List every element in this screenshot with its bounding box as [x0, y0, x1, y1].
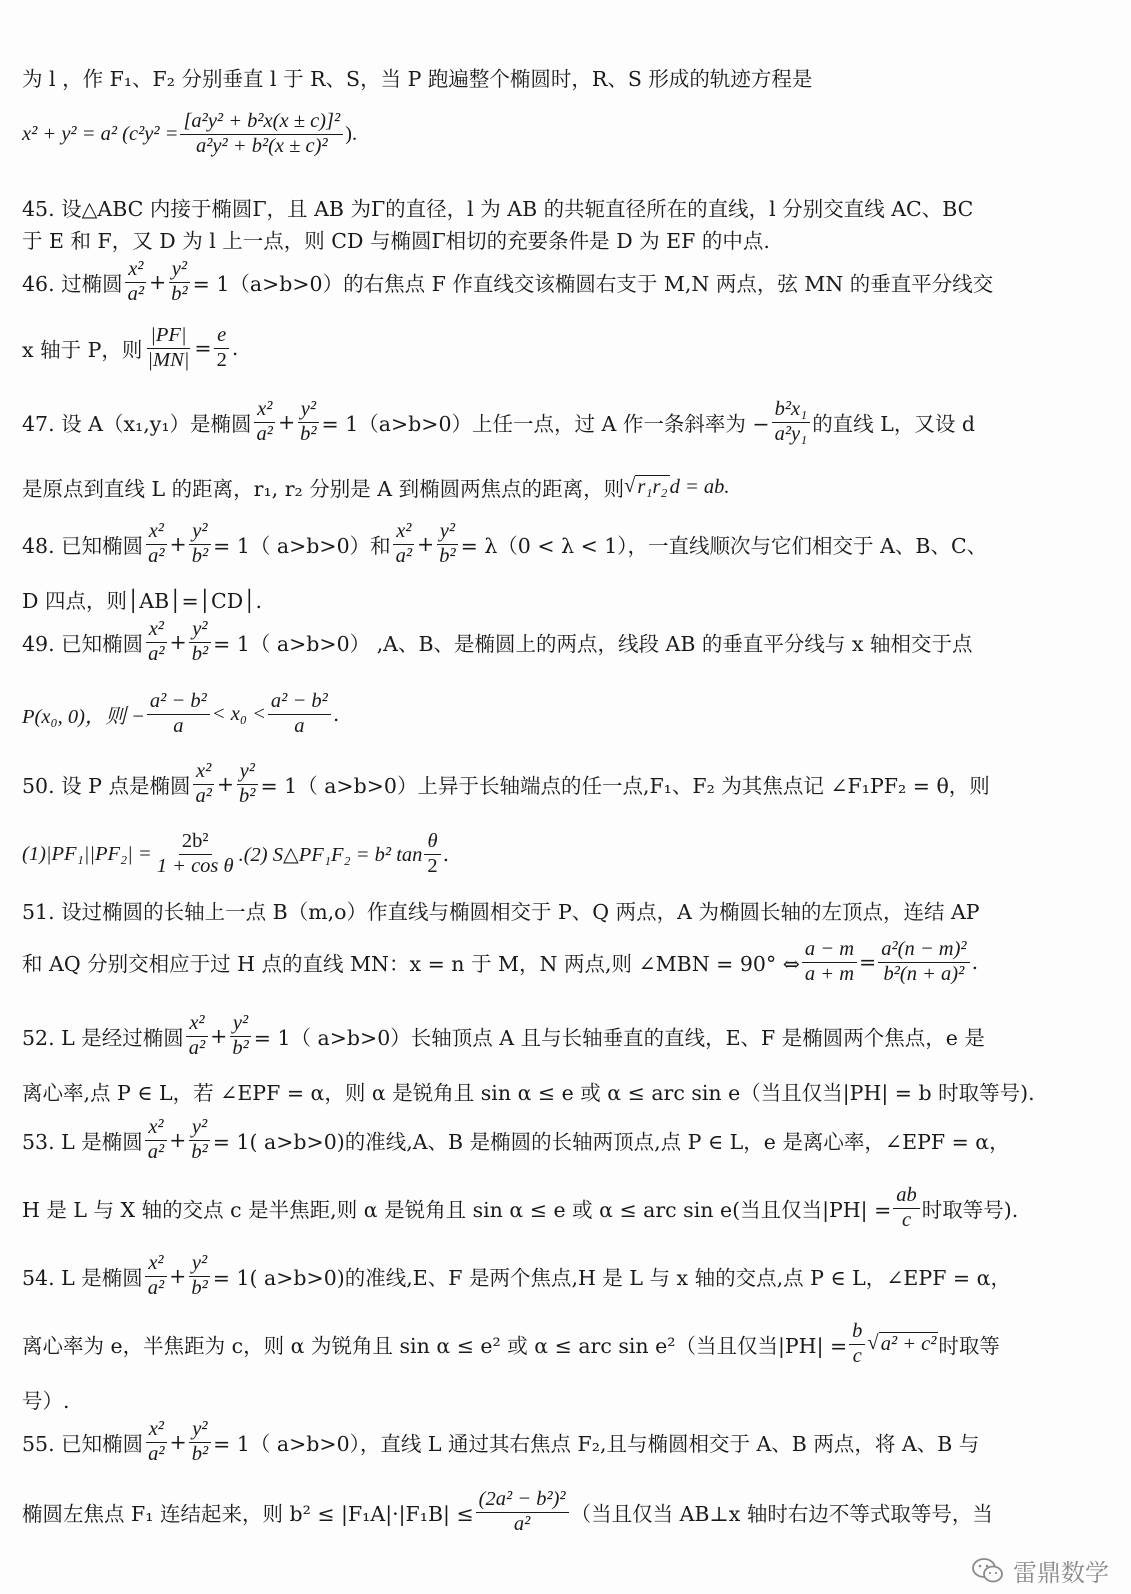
denominator: a²: [148, 1442, 165, 1465]
square-root: √ a² + c²: [867, 1332, 937, 1356]
denominator: a²: [147, 1140, 165, 1163]
denominator: b²: [239, 784, 256, 807]
text: +: [169, 1128, 187, 1153]
denominator: b²: [232, 1036, 249, 1059]
text: 55. 已知椭圆: [22, 1432, 144, 1457]
numerator: ab: [893, 1184, 920, 1209]
text: = 1( a>b>0)的准线,E、F 是两个焦点,H 是 L 与 x 轴的交点,点 P ∈ L，∠EPF = α，: [212, 1266, 1011, 1291]
numerator: y²: [189, 520, 210, 545]
denominator: a²: [395, 544, 413, 567]
text: 椭圆左焦点 F₁ 连结起来，则 b² ≤ |F₁A|·|F₁B| ≤: [22, 1502, 474, 1527]
fraction: [145, 1116, 167, 1164]
text-line: [22, 1076, 1035, 1106]
text-line: [22, 760, 990, 808]
numerator: a²(n − m)²: [878, 938, 969, 963]
denominator: 1 + cos θ: [156, 854, 234, 877]
text: .: [231, 336, 239, 361]
formula-text: (1)|PF₁||PF₂| =: [22, 842, 152, 865]
fraction: [297, 398, 319, 446]
fraction: [424, 830, 440, 878]
text-line: [22, 830, 449, 878]
text: +: [149, 270, 167, 295]
denominator: b²: [191, 1276, 208, 1299]
denominator: a²: [148, 642, 165, 665]
text-line: [22, 1418, 979, 1466]
text: 的直线 L，又设 d: [812, 412, 975, 437]
text: +: [169, 1430, 187, 1455]
fraction: [147, 690, 210, 738]
numerator: x²: [186, 1012, 207, 1037]
numerator: x²: [146, 618, 167, 643]
watermark-text: 雷鼎数学: [1013, 1559, 1109, 1587]
text: = 1（a>b>0）上任一点，过 A 作一条斜率为 −: [321, 412, 770, 437]
text-line: [22, 1320, 1000, 1368]
formula-text: d = ab.: [669, 475, 730, 498]
denominator: a²: [147, 1276, 165, 1299]
fraction: [145, 618, 167, 666]
text: H 是 L 与 X 轴的交点 c 是半焦距,则 α 是锐角且 sin α ≤ e 或 α ≤ arc sin e(当且仅当|PH| =: [22, 1198, 892, 1223]
fraction: [144, 324, 192, 372]
text-line: [22, 938, 978, 986]
text-line: [22, 398, 975, 446]
text: 离心率,点 P ∈ L，若 ∠EPF = α，则 α 是锐角且 sin α ≤ e 或 α ≤ arc sin e（当且仅当|PH| = b 时取等号).: [22, 1081, 1035, 1105]
numerator: y²: [189, 1418, 210, 1443]
denominator: 2: [216, 348, 227, 371]
denominator: 2: [427, 854, 438, 877]
numerator: y²: [437, 520, 458, 545]
numerator: e: [214, 324, 229, 349]
text: +: [169, 630, 187, 655]
fraction: [168, 258, 190, 306]
text: 是原点到直线 L 的距离，r₁, r₂ 分别是 A 到椭圆两焦点的距离，则: [22, 477, 625, 501]
fraction: [236, 760, 258, 808]
text: +: [169, 1264, 187, 1289]
denominator: b²: [191, 544, 209, 567]
numerator: x²: [145, 1252, 166, 1277]
numerator: [a²y² + b²x(x ± c)]²: [180, 110, 343, 135]
fraction: [189, 618, 211, 666]
denominator: a²: [195, 784, 212, 807]
text: 时取等号).: [921, 1198, 1019, 1223]
text: =: [859, 950, 877, 975]
text-line: [22, 472, 730, 502]
denominator: b²: [171, 282, 188, 305]
fraction: [393, 520, 415, 568]
numerator: (2a² − b²)²: [476, 1488, 569, 1513]
text-line: [22, 520, 987, 568]
text: 时取等: [938, 1334, 1000, 1359]
watermark: [971, 1553, 1109, 1588]
text: 号）.: [22, 1389, 70, 1413]
formula-text: .(2) S△PF₁F₂ = b² tan: [238, 843, 423, 866]
numerator: y²: [230, 1012, 251, 1037]
fraction: [802, 938, 857, 986]
denominator: a²y² + b²(x ± c)²: [195, 134, 328, 157]
text: +: [216, 772, 235, 797]
text-line: [22, 1384, 70, 1414]
text: 51. 设过椭圆的长轴上一点 B（m,o）作直线与椭圆相交于 P、Q 两点，A 为椭圆长轴的左顶点，连结 AP: [22, 900, 980, 924]
fraction: [878, 938, 969, 986]
denominator: b²: [191, 1140, 208, 1163]
numerator: |PF|: [147, 324, 189, 349]
fraction: [893, 1184, 920, 1232]
denominator: a²: [127, 282, 145, 305]
text-line: [22, 1184, 1018, 1232]
text: 50. 设 P 点是椭圆: [22, 774, 191, 799]
radicand: r₁r₂: [637, 476, 668, 498]
text: ).: [345, 122, 358, 145]
denominator: a²: [148, 544, 165, 567]
text-line: [22, 324, 238, 372]
text: .: [971, 950, 979, 975]
denominator: a: [294, 714, 305, 737]
numerator: x²: [146, 520, 167, 545]
fraction: [145, 1418, 167, 1466]
fraction: [145, 1252, 167, 1300]
fraction: [186, 1012, 208, 1060]
text: = 1（ a>b>0）长轴顶点 A 且与长轴垂直的直线，E、F 是椭圆两个焦点，e 是: [253, 1026, 985, 1051]
denominator: c: [852, 1344, 862, 1367]
formula-text: < x₀ <: [211, 702, 266, 725]
text-line: [22, 258, 993, 306]
numerator: 2b²: [179, 830, 212, 855]
text-line: [22, 895, 980, 925]
text-line: [22, 224, 770, 254]
denominator: b²(n + a)²: [883, 962, 965, 985]
numerator: x²: [145, 1116, 166, 1141]
text: = 1（ a>b>0）和: [213, 534, 391, 559]
denominator: |MN|: [147, 348, 190, 371]
formula-line: [22, 110, 357, 158]
fraction: [772, 398, 811, 446]
text: 48. 已知椭圆: [22, 534, 144, 559]
fraction: [214, 324, 230, 372]
fraction: [229, 1012, 251, 1060]
denominator: a: [173, 714, 184, 737]
text: = 1（ a>b>0） ,A、B、是椭圆上的两点，线段 AB 的垂直平分线与 x 轴相交于点: [213, 632, 973, 657]
text: 为 l ，作 F₁、F₂ 分别垂直 l 于 R、S，当 P 跑遍整个椭圆时，R、S 形成的轨迹方程是: [22, 67, 813, 91]
numerator: b: [849, 1320, 865, 1345]
text-line: [22, 1116, 1010, 1164]
denominator: c: [901, 1208, 912, 1231]
numerator: y²: [169, 258, 190, 283]
text: = λ（0 < λ < 1），一直线顺次与它们相交于 A、B、C、: [460, 534, 988, 559]
numerator: b²x₁: [772, 398, 811, 423]
text-line: [22, 1252, 1011, 1300]
text: =: [194, 336, 212, 361]
text-line: [22, 618, 973, 666]
text: 和 AQ 分别交相应于过 H 点的直线 MN：x = n 于 M，N 两点,则 ∠MBN = 90° ⇔: [22, 952, 800, 977]
fraction: [188, 1116, 210, 1164]
formula-text: x² + y² = a² (c²y² =: [22, 122, 179, 145]
text: 45. 设△ABC 内接于椭圆Γ，且 AB 为Γ的直径，l 为 AB 的共轭直径所在的直线，l 分别交直线 AC、BC: [22, 197, 974, 221]
text: 47. 设 A（x₁,y₁）是椭圆: [22, 412, 252, 437]
denominator: a²y₁: [774, 422, 808, 445]
text-line: [22, 1012, 985, 1060]
fraction: [154, 830, 237, 878]
numerator: y²: [189, 618, 210, 643]
denominator: b²: [191, 642, 209, 665]
numerator: x²: [146, 1418, 167, 1443]
denominator: b²: [439, 544, 456, 567]
text: .: [442, 842, 450, 867]
numerator: x²: [254, 398, 275, 423]
numerator: a² − b²: [147, 690, 210, 715]
numerator: x²: [125, 258, 146, 283]
text: 于 E 和 F，又 D 为 l 上一点，则 CD 与椭圆Γ相切的充要条件是 D 为 EF 的中点.: [22, 229, 770, 253]
fraction: [145, 520, 167, 568]
text: 46. 过椭圆: [22, 272, 123, 297]
text: D 四点，则│AB│=│CD│.: [22, 589, 263, 613]
numerator: θ: [424, 830, 440, 855]
text: 54. L 是椭圆: [22, 1266, 143, 1291]
denominator: a²: [188, 1036, 206, 1059]
text: +: [277, 410, 296, 435]
text-line: [22, 1488, 993, 1536]
text: +: [210, 1024, 228, 1049]
numerator: x²: [193, 760, 214, 785]
text-line: [22, 192, 973, 222]
fraction: [188, 1252, 210, 1300]
text-line: [22, 62, 812, 92]
text-line: [22, 584, 262, 614]
text: +: [417, 532, 435, 557]
square-root: √ r₁r₂: [624, 475, 668, 498]
fraction: [125, 258, 147, 306]
fraction: [254, 398, 276, 446]
numerator: x²: [393, 520, 414, 545]
text: = 1( a>b>0)的准线,A、B 是椭圆的长轴两顶点,点 P ∈ L，e 是离心率，∠EPF = α，: [212, 1130, 1010, 1155]
text: （当且仅当 AB⊥x 轴时右边不等式取等号，当: [570, 1502, 993, 1527]
text: = 1（a>b>0）的右焦点 F 作直线交该椭圆右支于 M,N 两点，弦 MN 的垂直平分线交: [192, 272, 994, 297]
fraction: [180, 110, 343, 158]
denominator: a²: [256, 422, 273, 445]
numerator: y²: [189, 1116, 210, 1141]
denominator: b²: [300, 422, 317, 445]
numerator: a² − b²: [268, 690, 331, 715]
fraction: [436, 520, 458, 568]
denominator: a²: [513, 1512, 531, 1535]
text: 52. L 是经过椭圆: [22, 1026, 184, 1051]
text: = 1（ a>b>0）上异于长轴端点的任一点,F₁、F₂ 为其焦点记 ∠F₁PF₂ = θ，则: [260, 774, 990, 799]
text: .: [332, 702, 340, 727]
fraction: [189, 1418, 211, 1466]
text: +: [169, 532, 187, 557]
wechat-icon: [971, 1557, 1005, 1585]
radicand: a² + c²: [880, 1333, 937, 1356]
fraction: [268, 690, 331, 738]
text: 49. 已知椭圆: [22, 632, 144, 657]
formula-text: P(x₀, 0)，则 −: [22, 706, 145, 729]
numerator: y²: [298, 398, 319, 423]
denominator: b²: [191, 1442, 209, 1465]
text-line: [22, 690, 339, 738]
numerator: a − m: [802, 938, 857, 963]
text: = 1（ a>b>0），直线 L 通过其右焦点 F₂,且与椭圆相交于 A、B 两点，将 A、B 与: [213, 1432, 980, 1457]
text: 53. L 是椭圆: [22, 1130, 143, 1155]
numerator: y²: [237, 760, 258, 785]
numerator: y²: [189, 1252, 210, 1277]
fraction: [192, 760, 214, 808]
fraction: [476, 1488, 569, 1536]
denominator: a + m: [804, 962, 855, 985]
text: x 轴于 P，则: [22, 338, 143, 363]
fraction: [849, 1320, 865, 1368]
fraction: [189, 520, 211, 568]
text: 离心率为 e，半焦距为 c，则 α 为锐角且 sin α ≤ e² 或 α ≤ arc sin e²（当且仅当|PH| =: [22, 1334, 848, 1359]
